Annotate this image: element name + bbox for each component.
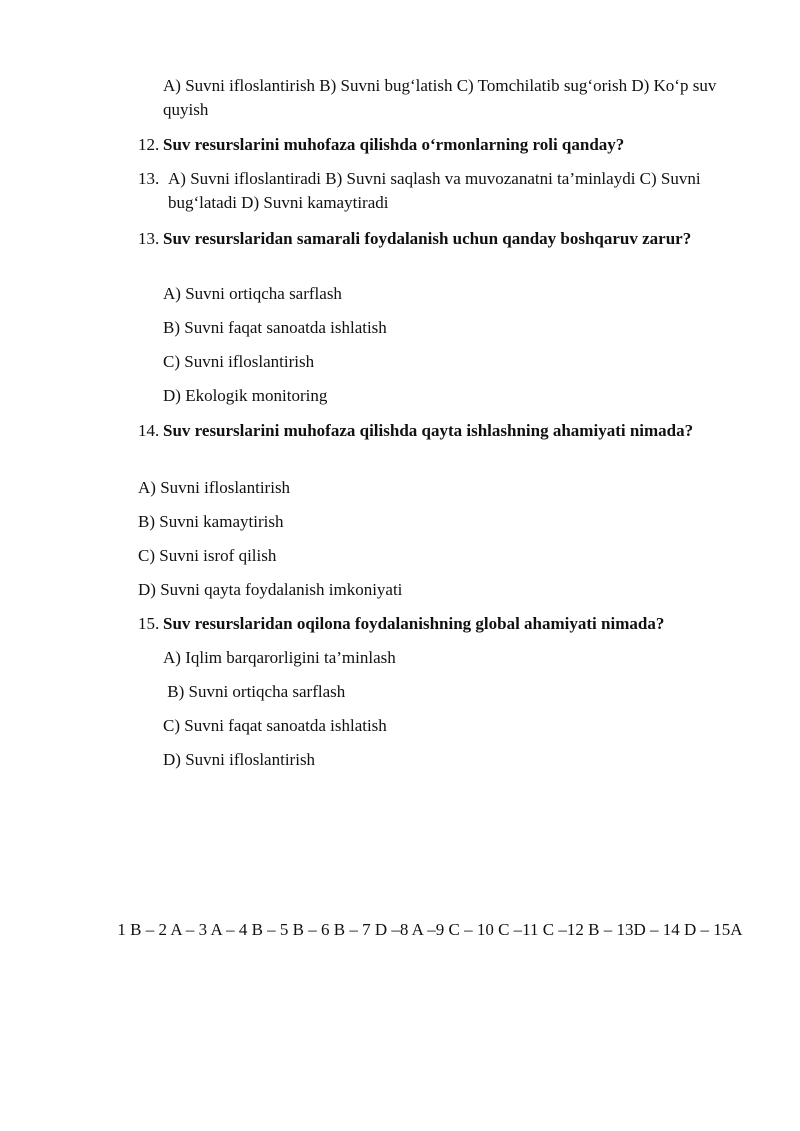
q15-option-d: D) Suvni ifloslantirish	[163, 750, 316, 769]
q11-options: A) Suvni ifloslantirish B) Suvni bug‘latish C) Tomchilatib sug‘orish D) Ko‘p suv quyish	[163, 76, 717, 119]
answer-key: 1 B – 2 A – 3 A – 4 B – 5 B – 6 B – 7 D –8 A –9 C – 10 C –11 C –12 B – 13D – 14 D – 15A	[117, 920, 743, 939]
q13-option-a: A) Suvni ortiqcha sarflash	[163, 284, 342, 303]
q15-option-b: B) Suvni ortiqcha sarflash	[163, 682, 346, 701]
q13-question: Suv resurslaridan samarali foydalanish uchun qanday boshqaruv zarur?	[163, 229, 692, 248]
q13-option-d: D) Ekologik monitoring	[163, 386, 328, 405]
q13-number: 13.	[138, 229, 160, 248]
q14-number: 14.	[138, 421, 160, 440]
q13-option-c: C) Suvni ifloslantirish	[163, 352, 315, 371]
q14-option-c: C) Suvni isrof qilish	[138, 546, 277, 565]
q12-options-number: 13.	[138, 169, 160, 188]
q15-number: 15.	[138, 614, 160, 633]
q12-question: Suv resurslarini muhofaza qilishda o‘rmonlarning roli qanday?	[163, 135, 625, 154]
q14-question: Suv resurslarini muhofaza qilishda qayta ishlashning ahamiyati nimada?	[163, 421, 694, 440]
q13-option-b: B) Suvni faqat sanoatda ishlatish	[163, 318, 387, 337]
q14-option-a: A) Suvni ifloslantirish	[138, 478, 291, 497]
q14-option-d: D) Suvni qayta foydalanish imkoniyati	[138, 580, 403, 599]
q14-option-b: B) Suvni kamaytirish	[138, 512, 284, 531]
q12-number: 12.	[138, 135, 160, 154]
q15-option-a: A) Iqlim barqarorligini ta’minlash	[163, 648, 396, 667]
q15-option-c: C) Suvni faqat sanoatda ishlatish	[163, 716, 387, 735]
q12-options: A) Suvni ifloslantiradi B) Suvni saqlash va muvozanatni ta’minlaydi C) Suvni bug‘latadi D) Suvni kamaytiradi	[168, 169, 701, 212]
q15-question: Suv resurslaridan oqilona foydalanishning global ahamiyati nimada?	[163, 614, 665, 633]
